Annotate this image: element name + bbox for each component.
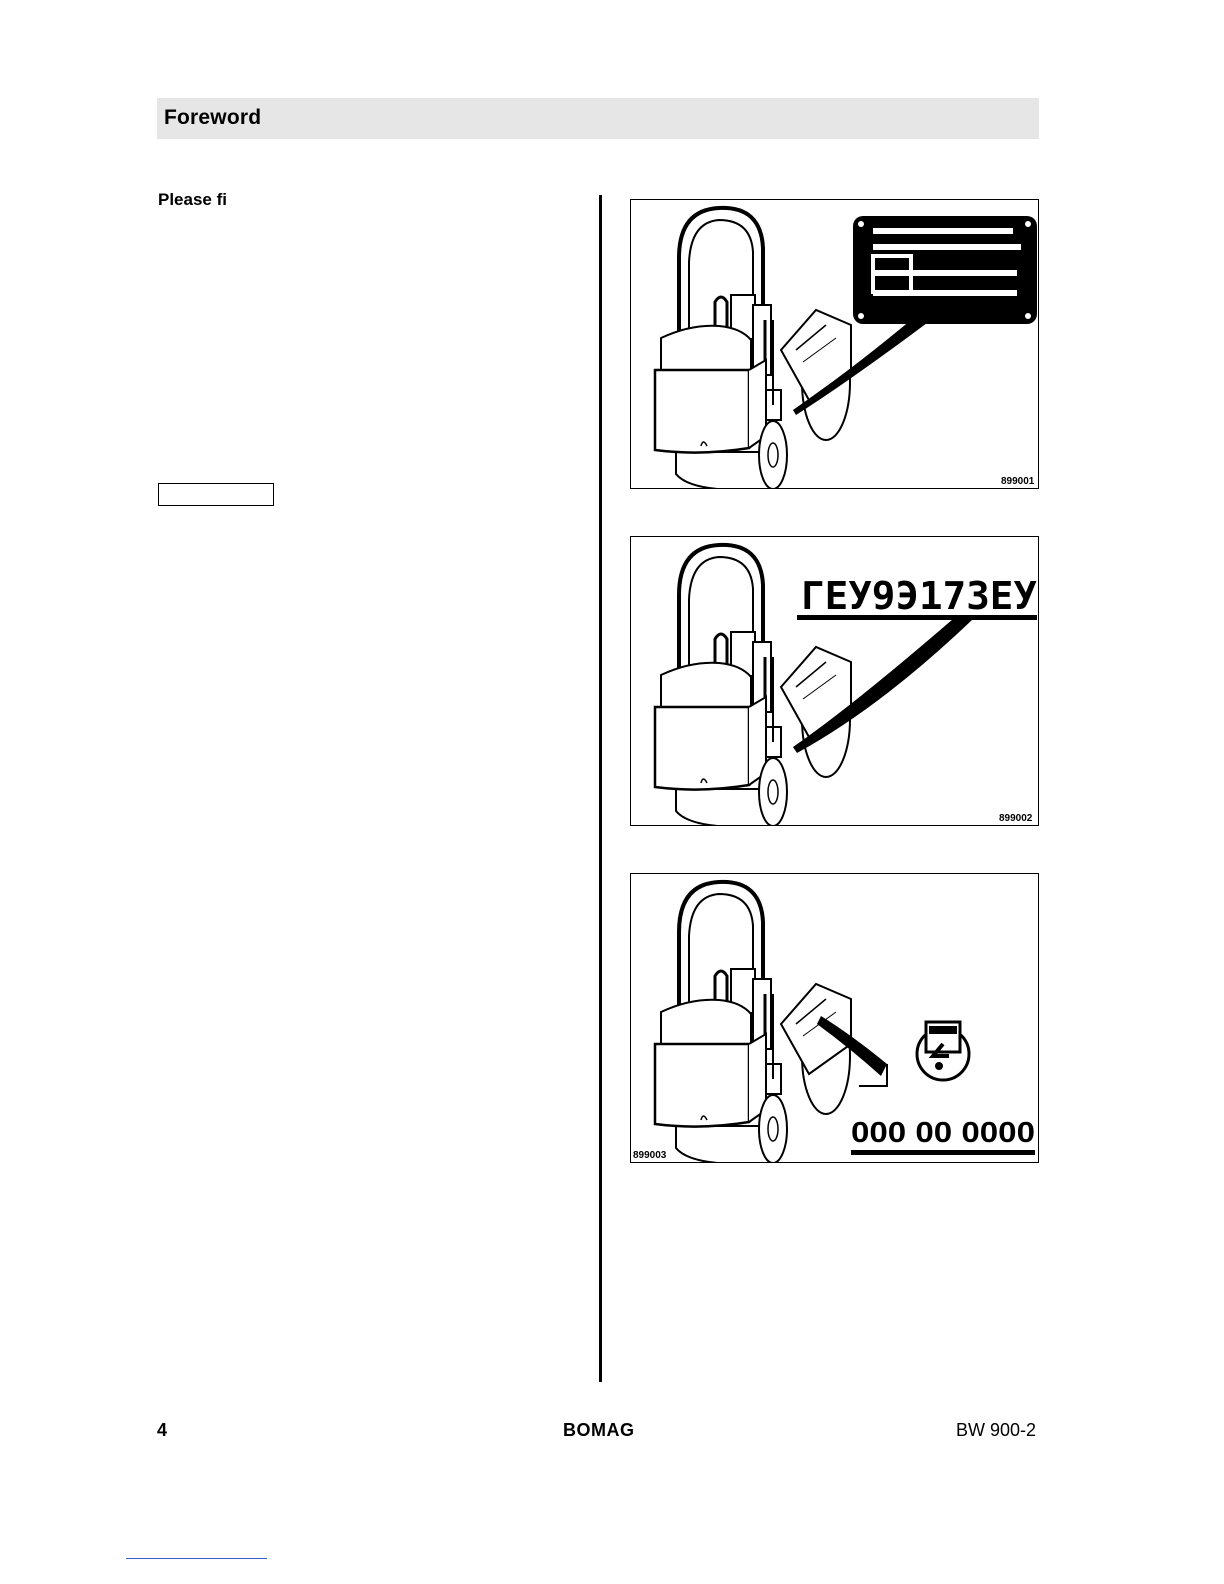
footer-brand: BOMAG <box>563 1420 635 1440</box>
figure-number: 899001 <box>1001 476 1035 487</box>
entry-box <box>158 483 274 506</box>
column-divider <box>599 195 602 1382</box>
serial-plate-text: ГЕУ9Э17ЗЕУ <box>801 574 1038 618</box>
footer-model: BW 900-2 <box>956 1420 1037 1440</box>
engine-icon <box>917 1022 969 1080</box>
engine-number-text: 000 00 0000 <box>851 1117 1035 1149</box>
figure-serial-number <box>630 536 1039 826</box>
intro-text: Please fi <box>158 190 227 209</box>
page-number: 4 <box>157 1420 168 1440</box>
roller-engine-number-illustration <box>631 874 1039 1163</box>
section-header <box>157 98 1039 139</box>
figure-engine-number <box>630 873 1039 1163</box>
roller-type-plate-illustration <box>631 200 1039 489</box>
figure-type-plate <box>630 199 1039 489</box>
section-title: Foreword <box>164 106 262 129</box>
bottom-rule <box>126 1558 267 1559</box>
figure-number: 899003 <box>633 1150 667 1161</box>
figure-number: 899002 <box>999 813 1033 824</box>
roller-serial-number-illustration <box>631 537 1039 826</box>
